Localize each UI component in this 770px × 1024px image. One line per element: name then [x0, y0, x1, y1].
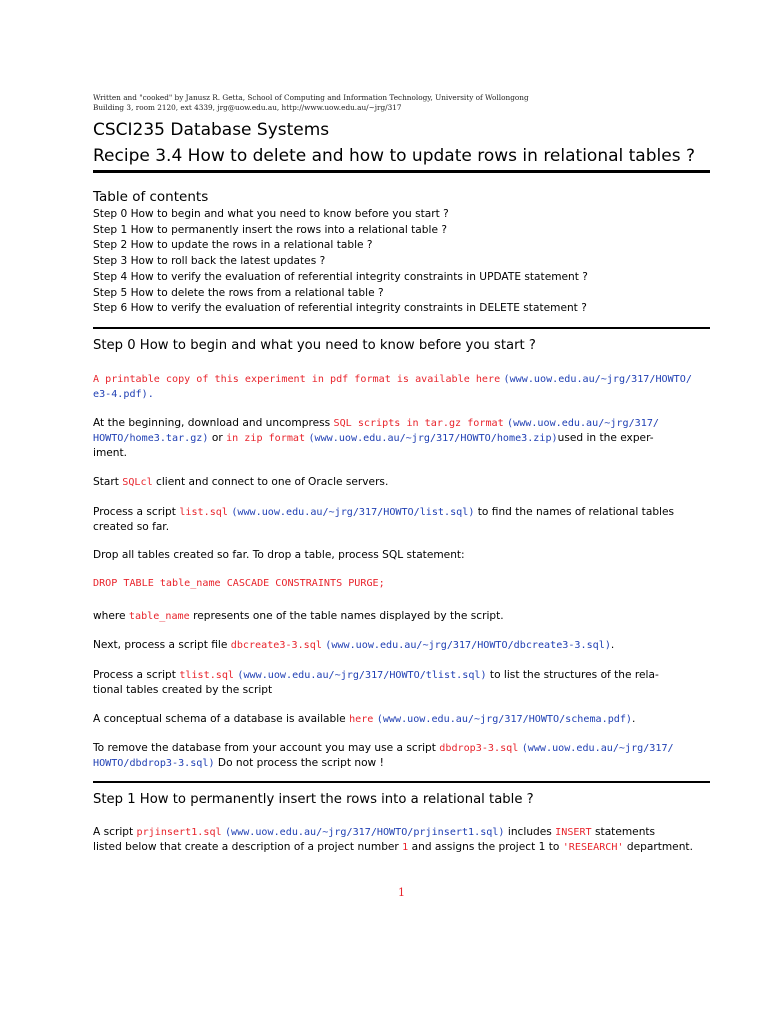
listed-below-text: listed below that create a description of a project number — [93, 841, 399, 853]
course-title: CSCI235 Database Systems — [93, 120, 330, 140]
section-rule-step-0 — [93, 327, 710, 329]
prjinsert-link[interactable]: prjinsert1.sql — [136, 827, 222, 838]
step-1-heading: Step 1 How to permanently insert the rows into a relational table ? — [93, 792, 534, 807]
or-text: or — [211, 432, 223, 444]
schema-link[interactable]: here — [349, 714, 374, 725]
dbdrop-url[interactable]: (www.uow.edu.au/~jrg/317/ — [521, 743, 674, 754]
prjinsert-paragraph — [93, 825, 710, 855]
process-tlist-text: Process a script — [93, 669, 176, 681]
recipe-title: Recipe 3.4 How to delete and how to update rows in relational tables ? — [93, 146, 695, 166]
printable-copy-url-cont[interactable]: e3-4.pdf). — [93, 389, 154, 400]
printable-copy-url[interactable]: (www.uow.edu.au/~jrg/317/HOWTO/ — [503, 374, 692, 385]
author-header-line-2: Building 3, room 2120, ext 4339, jrg@uow.edu.au, http://www.uow.edu.au/~jrg/317 — [93, 102, 402, 112]
dbdrop-link[interactable]: dbdrop3-3.sql — [439, 743, 519, 754]
step-0-heading: Step 0 How to begin and what you need to know before you start ? — [93, 338, 536, 353]
prjinsert-url[interactable]: (www.uow.edu.au/~jrg/317/HOWTO/prjinsert1.sql) — [224, 827, 505, 838]
remove-db-text: To remove the database from your account you may use a script — [93, 742, 436, 754]
tar-gz-url-cont[interactable]: HOWTO/home3.tar.gz) — [93, 433, 209, 444]
section-rule-step-1 — [93, 781, 710, 783]
tlist-paragraph — [93, 668, 710, 698]
list-sql-paragraph — [93, 505, 710, 535]
sqlcl-paragraph — [93, 475, 710, 490]
printable-copy-paragraph — [93, 372, 710, 402]
toc-item-step-5[interactable]: Step 5 How to delete the rows from a relational table ? — [93, 286, 384, 299]
toc-item-step-4[interactable]: Step 4 How to verify the evaluation of referential integrity constraints in UPDATE statement ? — [93, 270, 588, 283]
toc-item-step-2[interactable]: Step 2 How to update the rows in a relational table ? — [93, 239, 373, 252]
zip-url[interactable]: (www.uow.edu.au/~jrg/317/HOWTO/home3.zip) — [308, 433, 558, 444]
author-header — [93, 93, 529, 112]
where-text: where — [93, 610, 126, 622]
dbcreate-paragraph — [93, 638, 710, 653]
zip-link[interactable]: in zip format — [226, 433, 306, 444]
project-number: 1 — [402, 842, 409, 853]
schema-url[interactable]: (www.uow.edu.au/~jrg/317/HOWTO/schema.pdf) — [376, 714, 632, 725]
research-dept: 'RESEARCH' — [562, 842, 624, 853]
department-text: department. — [626, 841, 693, 853]
connect-text: client and connect to one of Oracle servers. — [156, 476, 389, 488]
list-structures-text: to list the structures of the rela- — [489, 669, 659, 681]
start-text: Start — [93, 476, 119, 488]
process-text: Process a script — [93, 506, 176, 518]
download-paragraph — [93, 416, 710, 461]
used-text-cont: iment. — [93, 447, 128, 459]
dbcreate-period: . — [610, 639, 615, 651]
dbcreate-url[interactable]: (www.uow.edu.au/~jrg/317/HOWTO/dbcreate3-3.sql) — [325, 640, 611, 651]
toc-title: Table of contents — [93, 189, 209, 205]
drop-tables-paragraph: Drop all tables created so far. To drop a table, process SQL statement: — [93, 549, 465, 561]
assigns-text: and assigns the project 1 to — [411, 841, 560, 853]
represents-text: represents one of the table names displayed by the script. — [193, 610, 504, 622]
schema-text: A conceptual schema of a database is available — [93, 713, 346, 725]
title-rule — [93, 170, 710, 173]
used-text: used in the exper- — [557, 432, 654, 444]
do-not-process-text: Do not process the script now ! — [217, 757, 384, 769]
table-name-paragraph — [93, 609, 710, 624]
toc-item-step-1[interactable]: Step 1 How to permanently insert the rows into a relational table ? — [93, 223, 447, 236]
author-header-line-1: Written and "cooked" by Janusz R. Getta, School of Computing and Information Technology, University of Wollongong — [93, 93, 529, 102]
next-process-text: Next, process a script file — [93, 639, 228, 651]
a-script-text: A script — [93, 826, 134, 838]
printable-copy-link[interactable]: A printable copy of this experiment in pdf format is available here — [93, 374, 501, 385]
table-name-code: table_name — [128, 611, 190, 622]
schema-period: . — [632, 713, 636, 725]
tlist-url[interactable]: (www.uow.edu.au/~jrg/317/HOWTO/tlist.sql) — [237, 670, 487, 681]
table-of-contents — [93, 207, 588, 317]
find-names-text: to find the names of relational tables — [477, 506, 675, 518]
list-sql-url[interactable]: (www.uow.edu.au/~jrg/317/HOWTO/list.sql) — [231, 507, 475, 518]
relational-tables-text: tional tables created by the script — [93, 684, 273, 696]
tar-gz-link[interactable]: SQL scripts in tar.gz format — [333, 418, 504, 429]
schema-paragraph — [93, 712, 710, 727]
insert-keyword: INSERT — [555, 827, 592, 838]
tar-gz-url[interactable]: (www.uow.edu.au/~jrg/317/ — [507, 418, 659, 429]
list-sql-link[interactable]: list.sql — [179, 507, 228, 518]
dbdrop-url-cont[interactable]: HOWTO/dbdrop3-3.sql) — [93, 758, 215, 769]
sqlcl-link[interactable]: SQLcl — [122, 477, 153, 488]
drop-table-sql: DROP TABLE table_name CASCADE CONSTRAINTS PURGE; — [93, 578, 385, 589]
toc-item-step-6[interactable]: Step 6 How to verify the evaluation of referential integrity constraints in DELETE statement ? — [93, 302, 587, 315]
dbdrop-paragraph — [93, 741, 710, 771]
statements-text: statements — [595, 826, 656, 838]
dbcreate-link[interactable]: dbcreate3-3.sql — [230, 640, 322, 651]
tlist-link[interactable]: tlist.sql — [179, 670, 235, 681]
page-number: 1 — [398, 886, 405, 899]
toc-item-step-0[interactable]: Step 0 How to begin and what you need to know before you start ? — [93, 208, 449, 220]
created-text: created so far. — [93, 521, 170, 533]
toc-item-step-3[interactable]: Step 3 How to roll back the latest updates ? — [93, 255, 326, 268]
download-text: At the beginning, download and uncompress — [93, 417, 331, 429]
includes-text: includes — [507, 826, 552, 838]
